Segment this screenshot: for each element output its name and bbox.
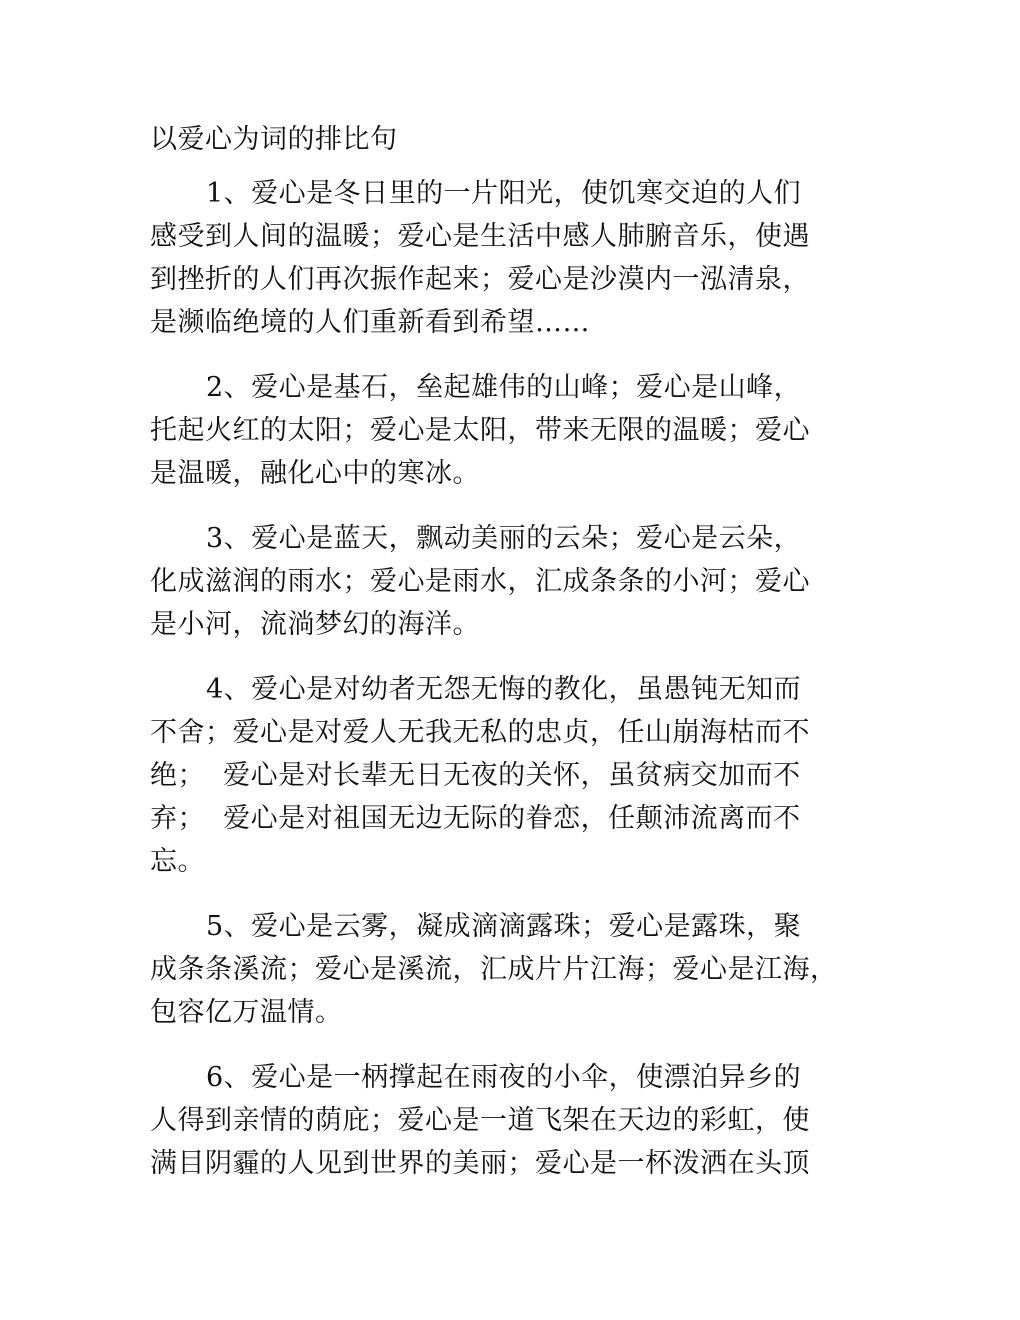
paragraph-line: 成条条溪流；爱心是溪流，汇成片片江海；爱心是江海，: [150, 954, 838, 985]
paragraph-line: 弃； 爱心是对祖国无边无际的眷恋，任颠沛流离而不: [150, 803, 801, 834]
paragraph-line: 5、爱心是云雾，凝成滴滴露珠；爱心是露珠，聚: [206, 911, 802, 942]
paragraph-line: 化成滋润的雨水；爱心是雨水，汇成条条的小河；爱心: [150, 566, 810, 597]
paragraph-line: 托起火红的太阳；爱心是太阳，带来无限的温暖；爱心: [150, 415, 810, 446]
paragraph-2: [150, 366, 890, 495]
paragraph-line: 2、爱心是基石，垒起雄伟的山峰；爱心是山峰，: [206, 372, 802, 403]
paragraph-line: 不舍；爱心是对爱人无我无私的忠贞，任山崩海枯而不: [150, 717, 810, 748]
paragraph-6: [150, 1056, 890, 1185]
paragraph-line: 到挫折的人们再次振作起来；爱心是沙漠内一泓清泉，: [150, 264, 810, 295]
paragraph-line: 人得到亲情的荫庇；爱心是一道飞架在天边的彩虹，使: [150, 1105, 810, 1136]
paragraph-line: 感受到人间的温暖；爱心是生活中感人肺腑音乐，使遇: [150, 221, 810, 252]
paragraph-line: 包容亿万温情。: [150, 997, 343, 1028]
paragraph-line: 1、爱心是冬日里的一片阳光，使饥寒交迫的人们: [206, 178, 802, 209]
paragraph-line: 3、爱心是蓝天，飘动美丽的云朵；爱心是云朵，: [206, 523, 802, 554]
paragraph-line: 绝； 爱心是对长辈无日无夜的关怀，虽贫病交加而不: [150, 760, 801, 791]
paragraph-5: [150, 905, 890, 1034]
document-title: 以爱心为词的排比句: [150, 124, 398, 155]
paragraph-line: 6、爱心是一柄撑起在雨夜的小伞，使漂泊异乡的: [206, 1062, 802, 1093]
paragraph-line: 4、爱心是对幼者无怨无悔的教化，虽愚钝无知而: [206, 674, 802, 705]
paragraph-line: 是濒临绝境的人们重新看到希望……: [150, 307, 590, 338]
paragraph-line: 满目阴霾的人见到世界的美丽；爱心是一杯泼洒在头顶: [150, 1148, 810, 1179]
paragraph-1: [150, 172, 890, 344]
paragraph-line: 忘。: [150, 846, 205, 877]
document-page: [150, 118, 890, 1207]
paragraph-line: 是小河，流淌梦幻的海洋。: [150, 609, 480, 640]
paragraph-4: [150, 668, 890, 883]
paragraph-3: [150, 517, 890, 646]
paragraph-line: 是温暖，融化心中的寒冰。: [150, 458, 480, 489]
